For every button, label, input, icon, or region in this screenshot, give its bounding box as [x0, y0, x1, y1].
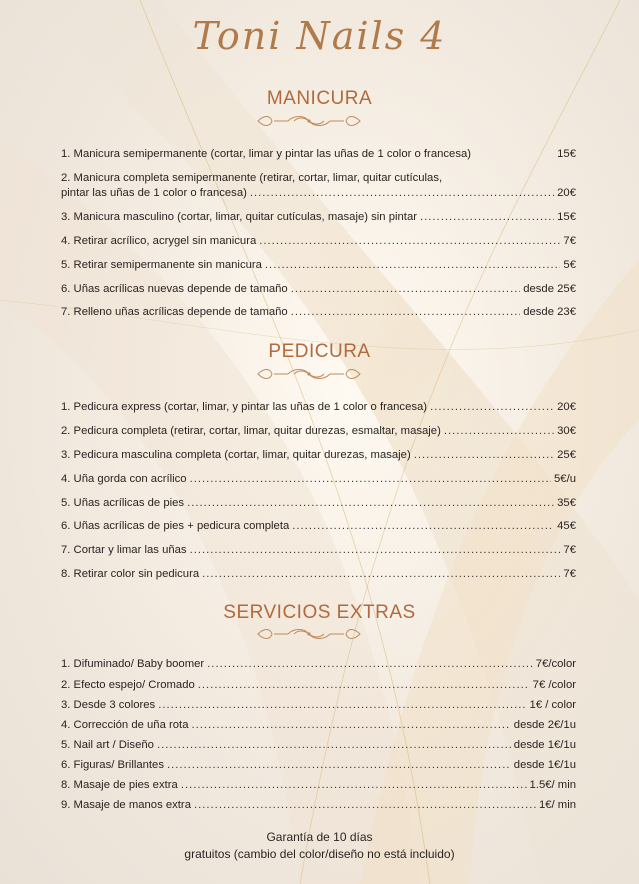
dot-leader: [181, 779, 527, 791]
service-name: 9. Masaje de manos extra: [61, 799, 191, 811]
service-name: 3. Manicura masculino (cortar, limar, quitar cutículas, masaje) sin pintar: [61, 211, 417, 223]
ornament-divider-icon: [254, 113, 364, 129]
dot-leader: [444, 425, 554, 437]
service-name-line1: 2. Manicura completa semipermanente (retirar, cortar, limar, quitar cutículas,: [61, 172, 443, 184]
section-title-servicios-extras: SERVICIOS EXTRAS: [223, 602, 416, 623]
service-row: [61, 148, 576, 163]
service-row: [61, 473, 576, 488]
service-name: 2. Efecto espejo/ Cromado: [61, 679, 195, 691]
dot-leader: [259, 235, 560, 247]
dot-leader: [167, 759, 511, 771]
service-price: desde 1€/1u: [513, 739, 576, 751]
service-name: 4. Retirar acrílico, acrygel sin manicura: [61, 235, 257, 247]
dot-leader: [430, 401, 554, 413]
service-row: [61, 520, 576, 535]
dot-leader: [420, 211, 554, 223]
dot-leader: [190, 544, 561, 556]
section-title-pedicura: PEDICURA: [268, 341, 371, 362]
service-price: desde 1€/1u: [513, 759, 576, 771]
service-price: 5€: [563, 259, 576, 271]
service-name: 3. Pedicura masculina completa (cortar, limar, quitar durezas, masaje): [61, 449, 411, 461]
service-row: [61, 658, 576, 673]
service-price: 15€: [557, 211, 576, 223]
service-name: 1. Manicura semipermanente (cortar, limar y pintar las uñas de 1 color o francesa): [61, 148, 472, 160]
service-name: pintar las uñas de 1 color o francesa): [61, 187, 247, 199]
service-row: [61, 544, 576, 559]
dot-leader: [194, 799, 536, 811]
service-name: 7. Relleno uñas acrílicas depende de tamaño: [61, 306, 288, 318]
dot-leader: [292, 520, 554, 532]
service-row: [61, 235, 576, 250]
service-name: 6. Uñas acrílicas de pies + pedicura completa: [61, 520, 290, 532]
service-row: [61, 283, 576, 298]
service-name: 6. Figuras/ Brillantes: [61, 759, 164, 771]
guarantee-note-line2: gratuitos (cambio del color/diseño no está incluido): [184, 847, 455, 861]
service-row: [61, 401, 576, 416]
service-price: 20€: [557, 187, 576, 199]
guarantee-note-line1: Garantía de 10 días: [266, 830, 373, 844]
service-row: [61, 799, 576, 814]
service-name: 3. Desde 3 colores: [61, 699, 156, 711]
service-row: [61, 719, 576, 734]
service-name: 5. Retirar semipermanente sin manicura: [61, 259, 262, 271]
service-name: 5. Nail art / Diseño: [61, 739, 154, 751]
service-price: 1€ / color: [529, 699, 576, 711]
service-name: 6. Uñas acrílicas nuevas depende de tamaño: [61, 283, 288, 295]
service-row: [61, 259, 576, 274]
service-name: 1. Pedicura express (cortar, limar, y pintar las uñas de 1 color o francesa): [61, 401, 428, 413]
service-name: 4. Uña gorda con acrílico: [61, 473, 187, 485]
service-name: 1. Difuminado/ Baby boomer: [61, 658, 205, 670]
service-row: [61, 306, 576, 321]
dot-leader: [187, 497, 554, 509]
dot-leader: [265, 259, 561, 271]
service-name: 2. Pedicura completa (retirar, cortar, limar, quitar durezas, esmaltar, masaje): [61, 425, 441, 437]
dot-leader: [158, 699, 526, 711]
ornament-divider-icon: [254, 626, 364, 642]
service-row: [61, 449, 576, 464]
dot-leader: [190, 473, 551, 485]
service-name: 4. Corrección de uña rota: [61, 719, 189, 731]
dot-leader: [414, 449, 554, 461]
service-row: [61, 779, 576, 794]
service-price: 7€: [563, 568, 576, 580]
service-price: desde 25€: [523, 283, 576, 295]
section-title-manicura: MANICURA: [266, 88, 373, 109]
service-price: 5€/u: [554, 473, 576, 485]
dot-leader: [191, 719, 510, 731]
service-price: desde 23€: [523, 306, 576, 318]
page-title: Toni Nails 4: [192, 14, 447, 58]
service-price: 15€: [557, 148, 576, 160]
service-row: [61, 679, 576, 694]
dot-leader: [202, 568, 560, 580]
service-name: 7. Cortar y limar las uñas: [61, 544, 187, 556]
service-row: [61, 568, 576, 583]
service-name: 5. Uñas acrílicas de pies: [61, 497, 185, 509]
service-price: 7€/color: [535, 658, 576, 670]
service-name: 8. Retirar color sin pedicura: [61, 568, 200, 580]
service-price: 7€: [563, 235, 576, 247]
service-price: 30€: [557, 425, 576, 437]
service-price: 45€: [557, 520, 576, 532]
service-row: [61, 759, 576, 774]
service-price: desde 2€/1u: [513, 719, 576, 731]
service-row: [61, 497, 576, 512]
service-price: 35€: [557, 497, 576, 509]
ornament-divider-icon: [254, 366, 364, 382]
service-price: 7€ /color: [532, 679, 576, 691]
service-price: 1€/ min: [538, 799, 576, 811]
dot-leader: [207, 658, 533, 670]
dot-leader: [250, 187, 554, 199]
dot-leader: [291, 283, 521, 295]
service-row: [61, 699, 576, 714]
dot-leader: [198, 679, 530, 691]
service-row: [61, 739, 576, 754]
dot-leader: [291, 306, 521, 318]
service-row: [61, 211, 576, 226]
service-price: 1.5€/ min: [529, 779, 576, 791]
service-price: 20€: [557, 401, 576, 413]
service-price: 25€: [557, 449, 576, 461]
service-price: 7€: [563, 544, 576, 556]
service-row: [61, 187, 576, 202]
service-name: 8. Masaje de pies extra: [61, 779, 178, 791]
service-row: [61, 425, 576, 440]
dot-leader: [157, 739, 511, 751]
